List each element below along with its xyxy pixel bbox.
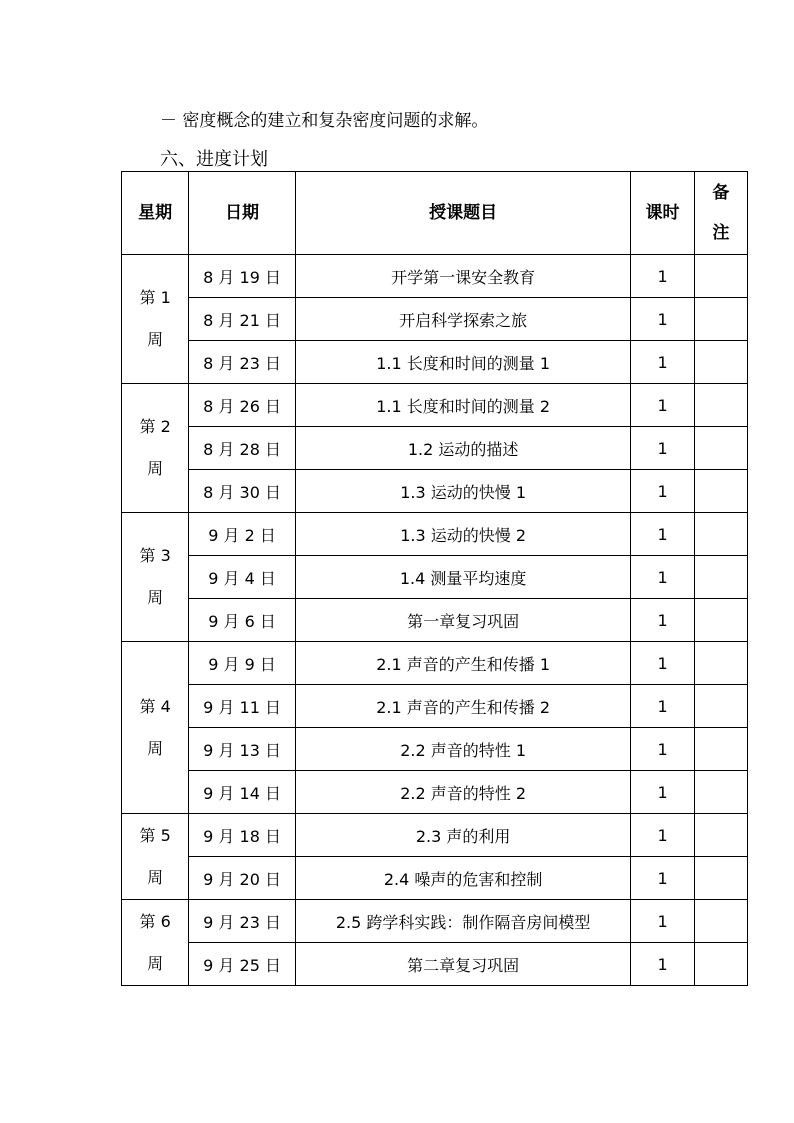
- note-cell: [694, 513, 747, 556]
- week-cell: [122, 814, 189, 900]
- topic-cell: 1.1 长度和时间的测量 1: [295, 341, 631, 384]
- note-cell: [694, 556, 747, 599]
- date-cell: 9 月 2 日: [189, 513, 296, 556]
- date-cell: 9 月 23 日: [189, 900, 296, 943]
- date-cell: 9 月 18 日: [189, 814, 296, 857]
- table-row: [122, 857, 748, 900]
- date-cell: 8 月 30 日: [189, 470, 296, 513]
- hours-cell: 1: [631, 814, 694, 857]
- hours-cell: 1: [631, 427, 694, 470]
- week-label-line2: 周: [147, 867, 164, 887]
- week-label-line2: 周: [147, 738, 164, 758]
- hours-cell: 1: [631, 857, 694, 900]
- week-label-line2: 周: [147, 953, 164, 973]
- topic-cell: 1.4 测量平均速度: [295, 556, 631, 599]
- topic-cell: 第二章复习巩固: [295, 943, 631, 986]
- date-cell: 8 月 26 日: [189, 384, 296, 427]
- header-hours: 课时: [631, 172, 694, 255]
- date-cell: 9 月 9 日: [189, 642, 296, 685]
- note-cell: [694, 427, 747, 470]
- topic-cell: 2.1 声音的产生和传播 2: [295, 685, 631, 728]
- hours-cell: 1: [631, 685, 694, 728]
- header-week: 星期: [122, 172, 189, 255]
- note-cell: [694, 900, 747, 943]
- note-cell: [694, 298, 747, 341]
- week-label-line2: 周: [147, 459, 164, 478]
- table-row: [122, 470, 748, 513]
- note-cell: [694, 943, 747, 986]
- hours-cell: 1: [631, 470, 694, 513]
- week-label-line1: 第 6: [139, 911, 171, 931]
- note-cell: [694, 384, 747, 427]
- week-cell: [122, 513, 189, 642]
- table-row: [122, 255, 748, 298]
- hours-cell: 1: [631, 255, 694, 298]
- hours-cell: 1: [631, 341, 694, 384]
- note-cell: [694, 728, 747, 771]
- hours-cell: 1: [631, 943, 694, 986]
- topic-cell: 开学第一课安全教育: [295, 255, 631, 298]
- table-row: [122, 771, 748, 814]
- topic-cell: 1.3 运动的快慢 1: [295, 470, 631, 513]
- topic-cell: 2.5 跨学科实践：制作隔音房间模型: [295, 900, 631, 943]
- week-cell: [122, 384, 189, 513]
- date-cell: 9 月 13 日: [189, 728, 296, 771]
- table-row: [122, 728, 748, 771]
- note-cell: [694, 642, 747, 685]
- topic-cell: 1.2 运动的描述: [295, 427, 631, 470]
- header-topic: 授课题目: [295, 172, 631, 255]
- topic-cell: 2.2 声音的特性 2: [295, 771, 631, 814]
- table-row: [122, 556, 748, 599]
- note-cell: [694, 341, 747, 384]
- header-note-line2: 注: [712, 223, 730, 243]
- schedule-table: [121, 171, 748, 986]
- topic-cell: 2.1 声音的产生和传播 1: [295, 642, 631, 685]
- hours-cell: 1: [631, 599, 694, 642]
- hours-cell: 1: [631, 513, 694, 556]
- week-label-line1: 第 4: [139, 696, 171, 716]
- week-label-line1: 第 3: [139, 546, 171, 565]
- table-header-row: [122, 172, 748, 255]
- note-cell: [694, 814, 747, 857]
- date-cell: 9 月 4 日: [189, 556, 296, 599]
- table-row: [122, 642, 748, 685]
- table-row: [122, 513, 748, 556]
- note-cell: [694, 685, 747, 728]
- topic-cell: 1.1 长度和时间的测量 2: [295, 384, 631, 427]
- hours-cell: 1: [631, 556, 694, 599]
- note-cell: [694, 857, 747, 900]
- note-cell: [694, 599, 747, 642]
- date-cell: 8 月 23 日: [189, 341, 296, 384]
- table-row: [122, 384, 748, 427]
- header-note-line1: 备: [712, 183, 730, 203]
- table-row: [122, 943, 748, 986]
- table-row: [122, 685, 748, 728]
- hours-cell: 1: [631, 771, 694, 814]
- week-label-line1: 第 2: [139, 417, 171, 436]
- header-note: [694, 172, 747, 255]
- header-date: 日期: [189, 172, 296, 255]
- date-cell: 9 月 11 日: [189, 685, 296, 728]
- week-cell: [122, 255, 189, 384]
- week-label-line1: 第 5: [139, 825, 171, 845]
- table-row: [122, 599, 748, 642]
- table-body: [122, 255, 748, 986]
- hours-cell: 1: [631, 384, 694, 427]
- table-row: [122, 298, 748, 341]
- note-cell: [694, 255, 747, 298]
- table-row: [122, 900, 748, 943]
- note-cell: [694, 470, 747, 513]
- note-cell: [694, 771, 747, 814]
- topic-cell: 2.4 噪声的危害和控制: [295, 857, 631, 900]
- bullet-item: － 密度概念的建立和复杂密度问题的求解。: [160, 111, 489, 131]
- hours-cell: 1: [631, 900, 694, 943]
- date-cell: 9 月 14 日: [189, 771, 296, 814]
- week-cell: [122, 642, 189, 814]
- date-cell: 9 月 6 日: [189, 599, 296, 642]
- table-row: [122, 341, 748, 384]
- section-heading: 六、进度计划: [160, 149, 268, 170]
- topic-cell: 2.3 声的利用: [295, 814, 631, 857]
- hours-cell: 1: [631, 728, 694, 771]
- table-row: [122, 814, 748, 857]
- week-cell: [122, 900, 189, 986]
- date-cell: 9 月 20 日: [189, 857, 296, 900]
- hours-cell: 1: [631, 642, 694, 685]
- table-row: [122, 427, 748, 470]
- hours-cell: 1: [631, 298, 694, 341]
- topic-cell: 开启科学探索之旅: [295, 298, 631, 341]
- date-cell: 8 月 28 日: [189, 427, 296, 470]
- week-label-line1: 第 1: [139, 288, 171, 307]
- topic-cell: 1.3 运动的快慢 2: [295, 513, 631, 556]
- week-label-line2: 周: [147, 330, 164, 349]
- date-cell: 8 月 21 日: [189, 298, 296, 341]
- date-cell: 9 月 25 日: [189, 943, 296, 986]
- topic-cell: 第一章复习巩固: [295, 599, 631, 642]
- date-cell: 8 月 19 日: [189, 255, 296, 298]
- topic-cell: 2.2 声音的特性 1: [295, 728, 631, 771]
- week-label-line2: 周: [147, 588, 164, 607]
